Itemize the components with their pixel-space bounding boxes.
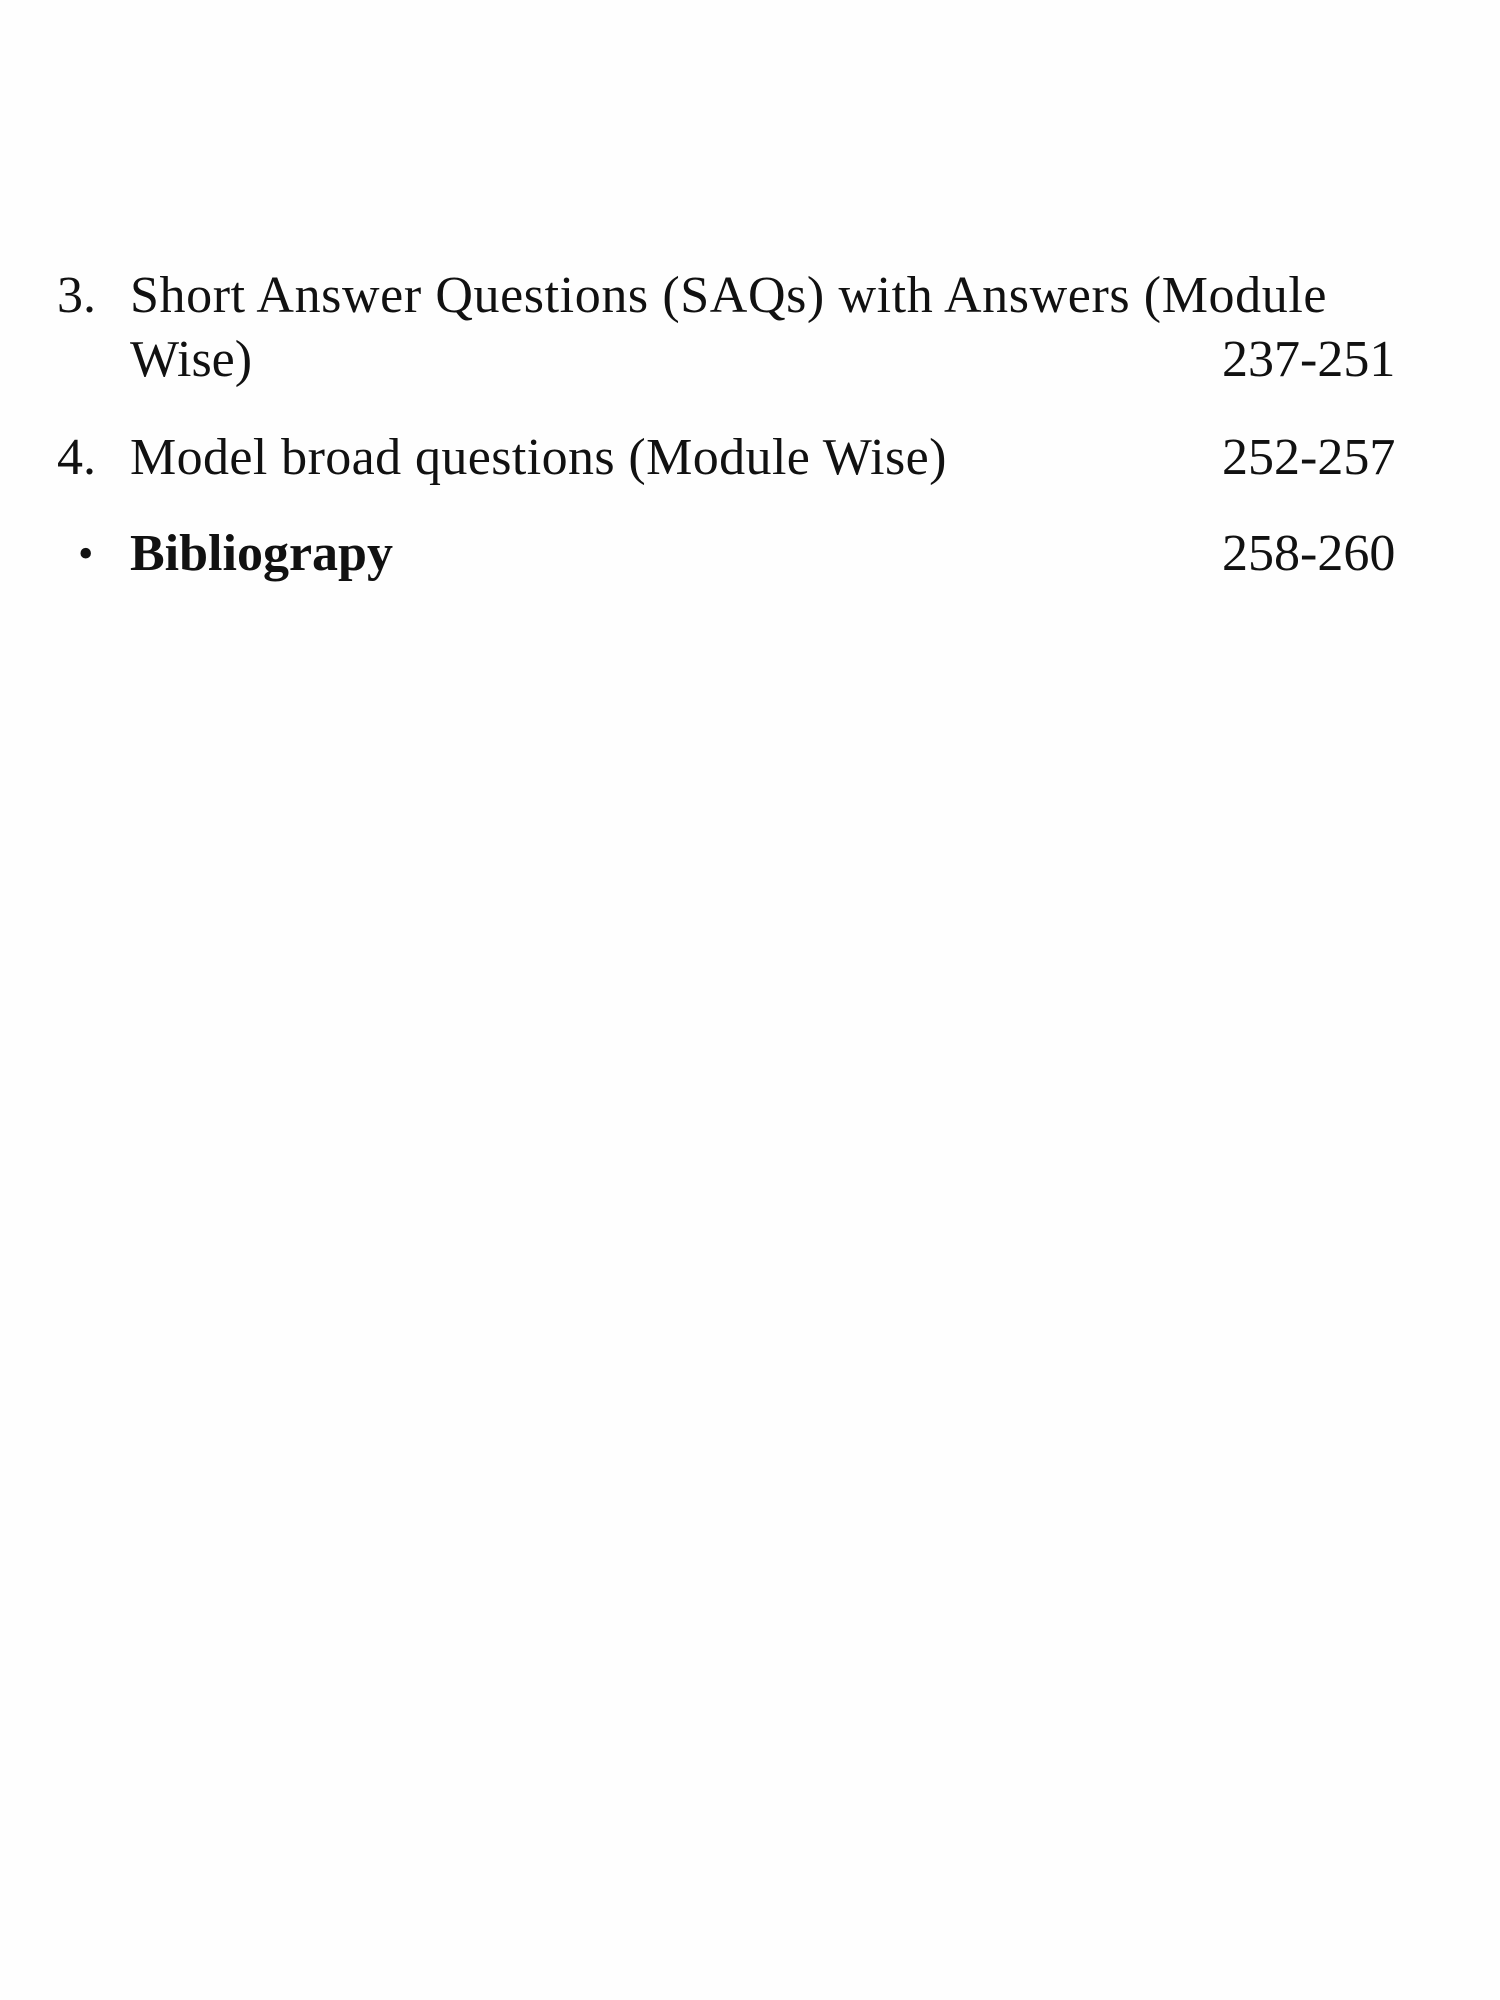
entry-pages: 237-251 (1222, 331, 1396, 388)
entry-pages: 252-257 (1222, 429, 1396, 486)
entry-number: 4. (57, 429, 96, 486)
entry-pages: 258-260 (1222, 525, 1396, 582)
entry-title-line2: Wise) (130, 331, 253, 388)
entry-title: Bibliograpy (130, 525, 393, 582)
entry-title-line1: Short Answer Questions (SAQs) with Answers (Module (130, 267, 1328, 324)
entry-number: 3. (57, 267, 96, 324)
entry-title: Model broad questions (Module Wise) (130, 429, 947, 486)
bullet-icon: • (78, 529, 94, 578)
